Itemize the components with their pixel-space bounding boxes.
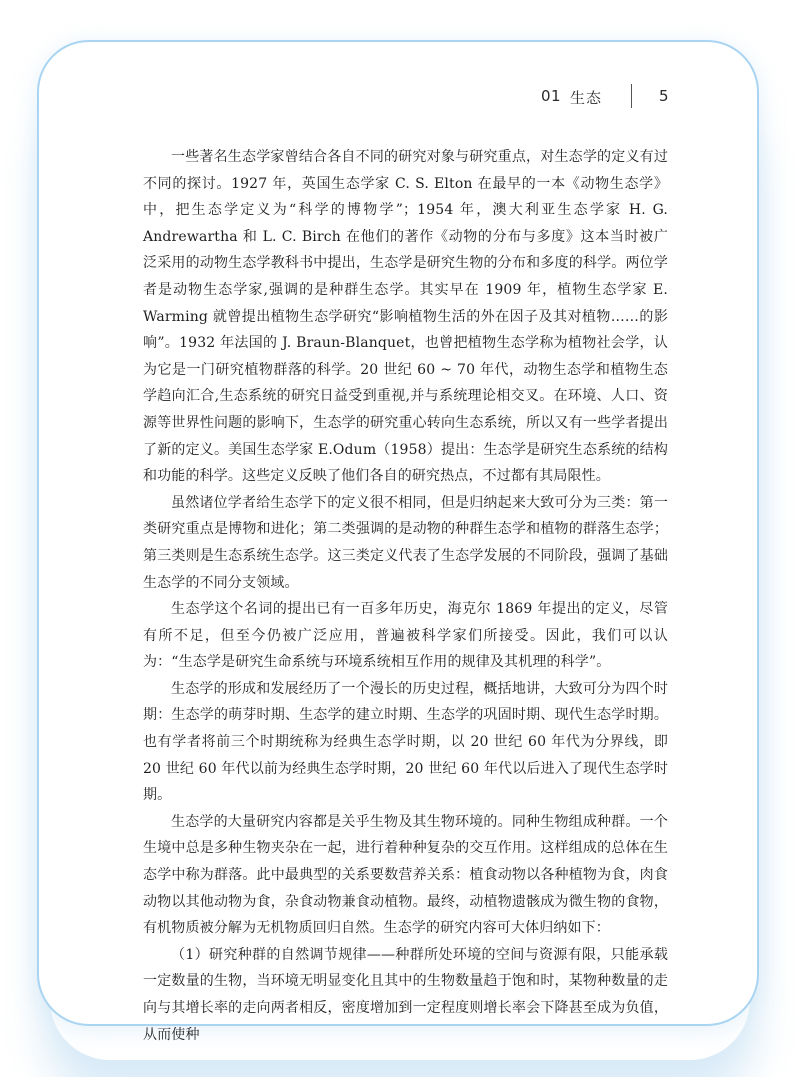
paragraph-research-content: 生态学的大量研究内容都是关乎生物及其生物环境的。同种生物组成种群。一个生境中总是多种生物夹杂在一起，进行着种种复杂的交互作用。这样组成的总体在生态学中称为群落。此中最典型的关系要数营养关系：植食动物以各种植物为食，肉食动物以其他动物为食，杂食动物兼食动植物。最终，动植物遗骸成为微生物的食物，有机物质被分解为无机物质回归自然。生态学的研究内容可大体归纳如下：	[143, 813, 668, 937]
body-text	[143, 144, 668, 1048]
running-header	[0, 84, 800, 110]
chapter-number: 01	[541, 87, 562, 105]
paragraph-item-1-population: （1）研究种群的自然调节规律——种群所处环境的空间与资源有限，只能承载一定数量的生物，当环境无明显变化且其中的生物数量趋于饱和时，某物种数量的走向与其增长率的走向两者相反，密度增加到一定程度则增长率会下降甚至成为负值，从而使种	[143, 946, 668, 1043]
header-divider	[631, 84, 632, 108]
paragraph-four-periods: 生态学的形成和发展经历了一个漫长的历史过程，概括地讲，大致可分为四个时期：生态学的萌芽时期、生态学的建立时期、生态学的巩固时期、现代生态学时期。也有学者将前三个时期统称为经典生态学时期，以 20 世纪 60 年代为分界线，即 20 世纪 60 年代以前为经典生态学时期，20 世纪 60 年代以后进入了现代生态学时期。	[143, 680, 668, 804]
chapter-title: 生态	[570, 89, 603, 107]
paragraph-definitions: 一些著名生态学家曾结合各自不同的研究对象与研究重点，对生态学的定义有过不同的探讨。1927 年，英国生态学家 C. S. Elton 在最早的一本《动物生态学》中，把生态学定义为“科学的博物学”；1954 年，澳大利亚生态学家 H. G. Andrewartha 和 L. C. Birch 在他们的著作《动物的分布与多度》这本当时被广泛采用的动物生态学教科书中提出，生态学是研究生物的分布和多度的科学。两位学者是动物生态学家,强调的是种群生态学。其实早在 1909 年，植物生态学家 E. Warming 就曾提出植物生态学研究“影响植物生活的外在因子及其对植物……的影响”。1932 年法国的 J. Braun-Blanquet，也曾把植物生态学称为植物社会学，认为它是一门研究植物群落的科学。20 世纪 60 ~ 70 年代，动物生态学和植物生态学趋向汇合,生态系统的研究日益受到重视,并与系统理论相交叉。在环境、人口、资源等世界性问题的影响下，生态学的研究重心转向生态系统，所以又有一些学者提出了新的定义。美国生态学家 E.Odum（1958）提出：生态学是研究生态系统的结构和功能的科学。这些定义反映了他们各自的研究热点，不过都有其局限性。	[143, 149, 668, 485]
paragraph-three-categories: 虽然诸位学者给生态学下的定义很不相同，但是归纳起来大致可分为三类：第一类研究重点是博物和进化；第二类强调的是动物的种群生态学和植物的群落生态学；第三类则是生态系统生态学。这三类定义代表了生态学发展的不同阶段，强调了基础生态学的不同分支领域。	[143, 494, 668, 591]
paragraph-haeckel-definition: 生态学这个名词的提出已有一百多年历史，海克尔 1869 年提出的定义，尽管有所不足，但至今仍被广泛应用，普遍被科学家们所接受。因此，我们可以认为：“生态学是研究生命系统与环境系统相互作用的规律及其机理的科学”。	[143, 601, 668, 671]
page-number: 5	[659, 87, 669, 105]
